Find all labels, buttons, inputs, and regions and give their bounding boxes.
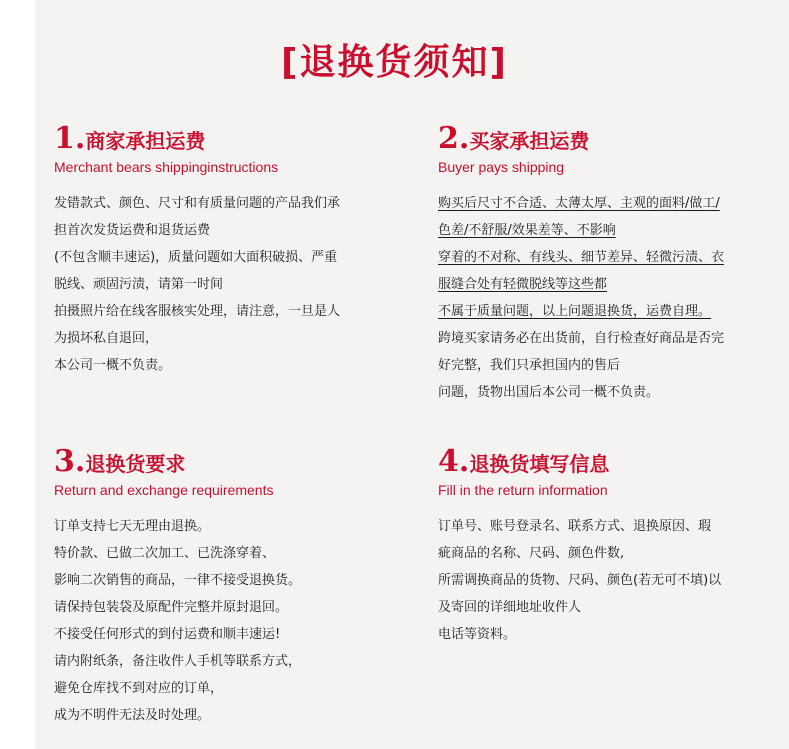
section-title: 退换货要求	[85, 452, 186, 476]
body-line: 请保持包装袋及原配件完整并原封退回。	[54, 600, 289, 615]
body-line: 本公司一概不负责。	[54, 358, 172, 373]
section-number: 1.	[54, 121, 86, 156]
body-line: 请内附纸条，备注收件人手机等联系方式，	[54, 654, 302, 669]
body-line: 避免仓库找不到对应的订单，	[54, 681, 224, 696]
body-line: 问题，货物出国后本公司一概不负责。	[438, 385, 660, 400]
section-body	[438, 513, 778, 648]
section-body	[54, 190, 384, 379]
section-heading	[438, 444, 778, 481]
section-title: 商家承担运费	[85, 129, 206, 153]
section-return-requirements	[54, 444, 384, 729]
body-line: 发错款式、颜色、尺寸和有质量问题的产品我们承	[54, 196, 341, 211]
body-line: 跨境买家请务必在出货前，自行检查好商品是否完	[438, 331, 725, 346]
section-number: 4.	[438, 444, 470, 479]
body-line: 脱线、顽固污渍，请第一时间	[54, 277, 224, 292]
section-heading	[54, 444, 384, 481]
body-line: 订单号、账号登录名、联系方式、退换原因、瑕	[438, 519, 712, 534]
body-line: 特价款、已做二次加工、已洗涤穿着、	[54, 546, 276, 561]
section-body	[54, 513, 384, 729]
section-heading	[54, 121, 384, 158]
body-line: 电话等资料。	[438, 627, 517, 642]
page-title: [退换货须知]	[281, 42, 508, 83]
body-line: 订单支持七天无理由退换。	[54, 519, 211, 534]
body-line: 担首次发货运费和退货运费	[54, 223, 211, 238]
body-line: 疵商品的名称、尺码、颜色件数,	[438, 546, 625, 561]
section-subtitle: Merchant bears shippinginstructions	[54, 159, 279, 175]
section-heading	[438, 121, 778, 158]
section-body	[438, 190, 778, 406]
body-line: 及寄回的详细地址收件人	[438, 600, 582, 615]
body-line: 所需调换商品的货物、尺码、颜色(若无可不填)以	[438, 573, 722, 588]
section-merchant-pays	[54, 121, 384, 379]
body-line: 色差/不舒服/效果差等、不影响	[438, 223, 616, 238]
section-return-info	[438, 444, 778, 648]
body-line: 不属于质量问题，以上问题退换货，运费自理。	[438, 304, 712, 319]
body-line: 好完整，我们只承担国内的售后	[438, 358, 621, 373]
body-line: 穿着的不对称、有线头、细节差异、轻微污渍、衣	[438, 250, 725, 265]
section-title: 退换货填写信息	[469, 452, 610, 476]
section-subtitle: Fill in the return information	[438, 482, 608, 498]
body-line: 影响二次销售的商品，一律不接受退换货。	[54, 573, 302, 588]
body-line: 为损坏私自退回，	[54, 331, 159, 346]
section-number: 2.	[438, 121, 470, 156]
section-buyer-pays	[438, 121, 778, 406]
section-subtitle: Return and exchange requirements	[54, 482, 274, 498]
section-number: 3.	[54, 444, 86, 479]
body-line: 购买后尺寸不合适、太薄太厚、主观的面料/做工/	[438, 196, 720, 211]
section-title: 买家承担运费	[469, 129, 590, 153]
body-line: 不接受任何形式的到付运费和顺丰速运!	[54, 627, 281, 642]
body-line: 成为不明件无法及时处理。	[54, 708, 211, 723]
body-line: 服缝合处有轻微脱线等这些都	[438, 277, 608, 292]
body-line: (不包含顺丰速运)，质量问题如大面积破损、严重	[54, 250, 338, 265]
body-line: 拍摄照片给在线客服核实处理，请注意，一旦是人	[54, 304, 341, 319]
section-subtitle: Buyer pays shipping	[438, 159, 565, 175]
